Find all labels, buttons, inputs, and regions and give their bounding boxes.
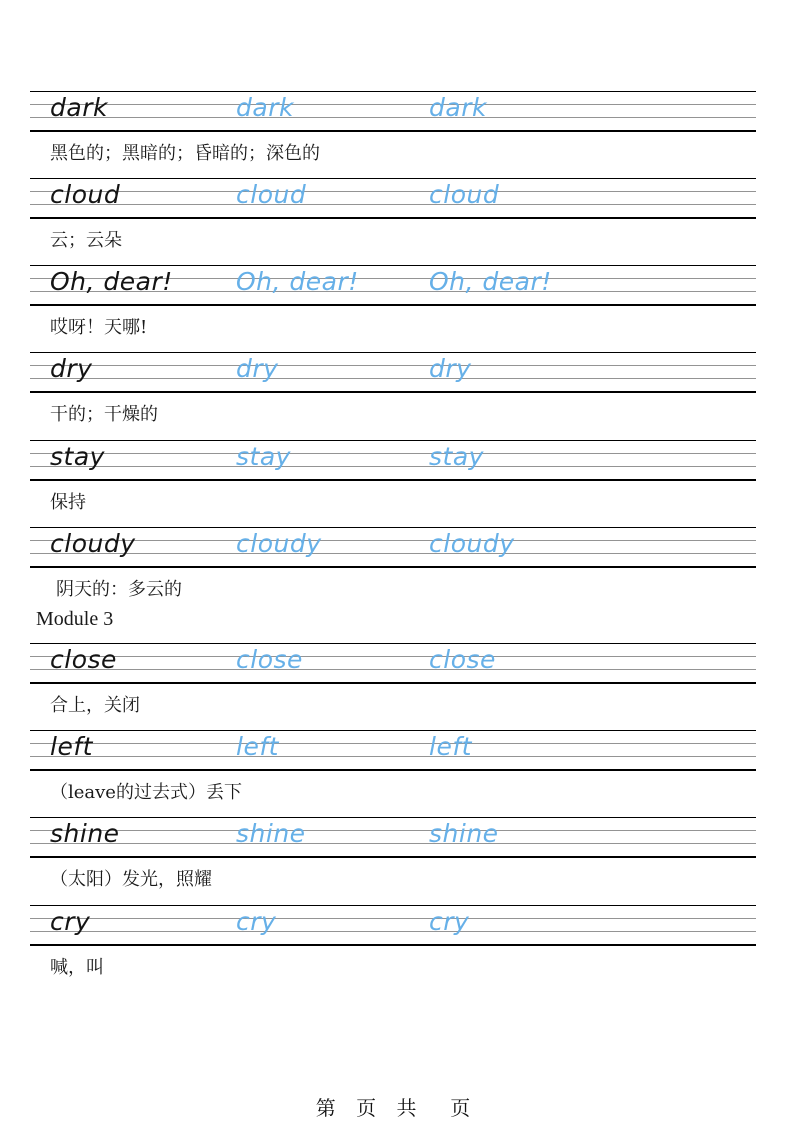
word-text: Oh, dear!: [50, 267, 173, 296]
section-header: Module 3: [36, 608, 114, 630]
ruled-line-bottom: [30, 130, 756, 132]
ruled-line-top: [30, 905, 756, 906]
trace-word-1: dry: [236, 354, 279, 383]
ruled-line-mid-lower: [30, 378, 756, 379]
trace-word-2: left: [429, 732, 472, 761]
trace-word-1: cry: [236, 907, 277, 936]
ruled-line-mid-lower: [30, 843, 756, 844]
ruled-line-mid-lower: [30, 553, 756, 554]
definition-text: 喊，叫: [50, 957, 104, 978]
definition-text: 阴天的：多云的: [56, 579, 182, 600]
word-text: cloudy: [50, 529, 136, 558]
ruled-line-bottom: [30, 479, 756, 481]
ruled-line-mid-upper: [30, 365, 756, 366]
definition-text: 云；云朵: [50, 230, 122, 251]
word-text: left: [50, 732, 93, 761]
trace-word-2: stay: [429, 442, 484, 471]
vocab-entry: [30, 91, 756, 179]
ruled-line-top: [30, 265, 756, 266]
vocab-entry: [30, 643, 756, 731]
vocab-entry: [30, 730, 756, 818]
ruled-line-mid-lower: [30, 204, 756, 205]
word-text: dry: [50, 354, 93, 383]
word-text: close: [50, 645, 117, 674]
trace-word-1: dark: [236, 93, 294, 122]
ruled-line-bottom: [30, 856, 756, 858]
definition-text: 哎呀！天哪!: [50, 317, 148, 338]
trace-word-1: left: [236, 732, 279, 761]
word-text: cry: [50, 907, 91, 936]
ruled-line-mid-lower: [30, 931, 756, 932]
ruled-line-top: [30, 643, 756, 644]
definition-text: 黑色的；黑暗的；昏暗的；深色的: [50, 143, 320, 164]
trace-word-2: cry: [429, 907, 470, 936]
definition-text: 干的；干燥的: [50, 404, 158, 425]
ruled-line-top: [30, 527, 756, 528]
trace-word-2: cloud: [429, 180, 500, 209]
ruled-line-mid-upper: [30, 540, 756, 541]
ruled-line-bottom: [30, 944, 756, 946]
vocab-entry: [30, 178, 756, 266]
ruled-line-top: [30, 440, 756, 441]
ruled-line-mid-lower: [30, 117, 756, 118]
ruled-line-top: [30, 352, 756, 353]
trace-word-1: Oh, dear!: [236, 267, 359, 296]
word-text: cloud: [50, 180, 121, 209]
definition-text: （太阳）发光，照耀: [50, 869, 212, 890]
trace-word-1: shine: [236, 819, 306, 848]
definition-text: 合上，关闭: [50, 695, 140, 716]
trace-word-2: dry: [429, 354, 472, 383]
ruled-line-mid-upper: [30, 104, 756, 105]
vocab-entry: [30, 905, 756, 993]
definition-text: 保持: [50, 492, 86, 513]
trace-word-2: dark: [429, 93, 487, 122]
ruled-line-bottom: [30, 217, 756, 219]
ruled-line-bottom: [30, 304, 756, 306]
ruled-line-top: [30, 730, 756, 731]
ruled-line-mid-upper: [30, 656, 756, 657]
ruled-line-bottom: [30, 769, 756, 771]
page-footer: 第 页 共 页: [315, 1096, 478, 1120]
vocab-entry: [30, 352, 756, 440]
trace-word-1: stay: [236, 442, 291, 471]
vocab-entry: [30, 527, 756, 615]
ruled-line-mid-upper: [30, 191, 756, 192]
vocab-entry: [30, 440, 756, 528]
trace-word-1: cloudy: [236, 529, 322, 558]
ruled-line-bottom: [30, 566, 756, 568]
ruled-line-bottom: [30, 391, 756, 393]
trace-word-1: cloud: [236, 180, 307, 209]
vocab-entry: [30, 265, 756, 353]
word-text: stay: [50, 442, 105, 471]
ruled-line-bottom: [30, 682, 756, 684]
trace-word-2: Oh, dear!: [429, 267, 552, 296]
ruled-line-mid-lower: [30, 756, 756, 757]
ruled-line-mid-lower: [30, 669, 756, 670]
ruled-line-mid-upper: [30, 743, 756, 744]
trace-word-2: close: [429, 645, 496, 674]
word-text: dark: [50, 93, 108, 122]
ruled-line-mid-upper: [30, 918, 756, 919]
word-text: shine: [50, 819, 120, 848]
vocab-entry: [30, 817, 756, 905]
ruled-line-top: [30, 91, 756, 92]
trace-word-2: cloudy: [429, 529, 515, 558]
ruled-line-top: [30, 178, 756, 179]
ruled-line-top: [30, 817, 756, 818]
ruled-line-mid-upper: [30, 830, 756, 831]
ruled-line-mid-upper: [30, 453, 756, 454]
ruled-line-mid-lower: [30, 466, 756, 467]
definition-text: （leave的过去式）丢下: [50, 782, 242, 803]
trace-word-2: shine: [429, 819, 499, 848]
trace-word-1: close: [236, 645, 303, 674]
